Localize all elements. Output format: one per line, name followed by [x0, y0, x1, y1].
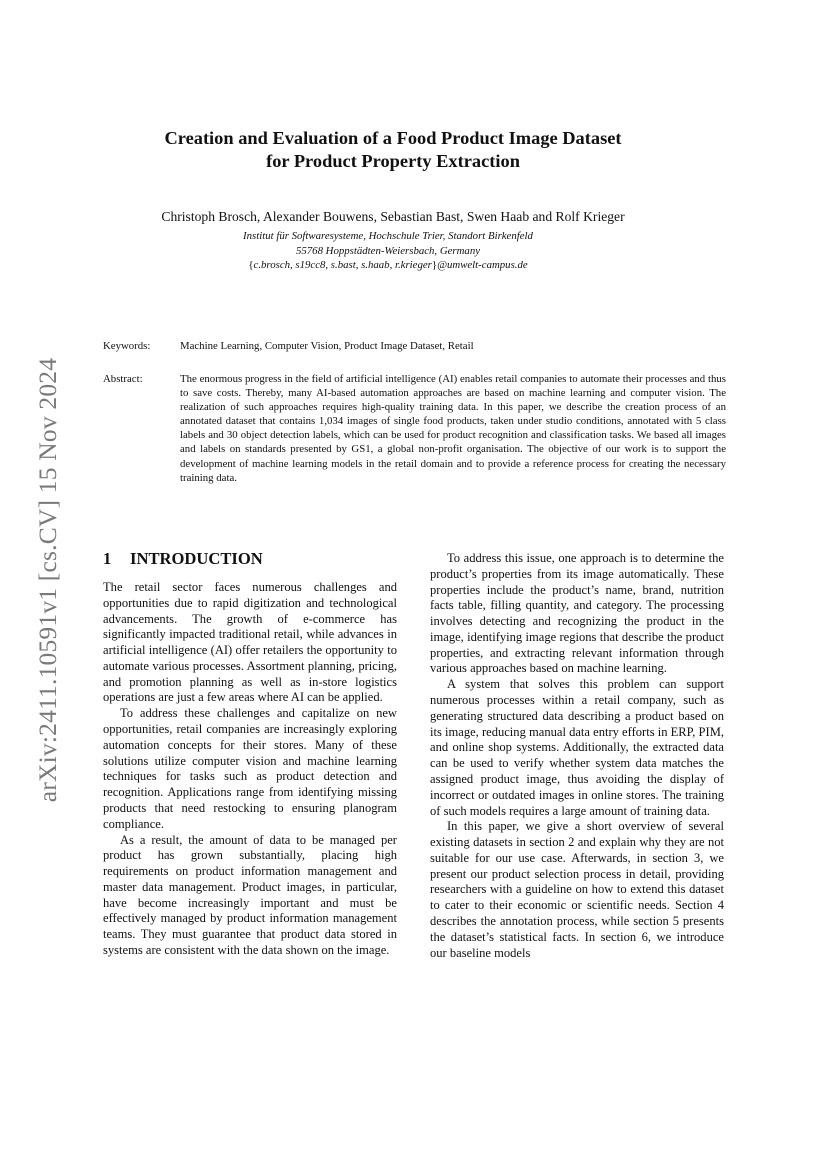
affiliation-institute: Institut für Softwaresysteme, Hochschule Trier, Standort Birkenfeld: [243, 230, 533, 242]
email-names: c.brosch, s19cc8, s.bast, s.haab, r.krieger: [253, 259, 432, 272]
keywords-text: Machine Learning, Computer Vision, Product Image Dataset, Retail: [180, 340, 474, 352]
arxiv-side-stamp: [26, 300, 70, 860]
arxiv-identifier: arXiv:2411.10591v1 [cs.CV] 15 Nov 2024: [33, 357, 62, 803]
affiliation-address: 55768 Hoppstädten-Weiersbach, Germany: [295, 244, 481, 257]
paragraph: As a result, the amount of data to be managed per product has grown substantially, placing high requirements on product information management and master data management. Product images, in particular, have become increasingly important and must be effectively managed by product information management teams. They must guarantee that product data stored in systems are consistent with the data shown on the image.: [103, 832, 397, 957]
title-line-2: for Product Property Extraction: [266, 151, 520, 171]
author-emails: [0, 258, 776, 273]
paragraph: In this paper, we give a short overview of several existing datasets in section 2 and explain why they are not suitable for our use case. Afterwards, in section 3, we present our product selection process in detail, providing researchers with a guideline on how to extend this dataset to cater to their economic or scientific needs. Section 4 describes the annotation process, while section 5 presents the dataset’s statistical facts. In section 6, we introduce our baseline models: [430, 819, 724, 960]
email-brace-open: {: [248, 259, 254, 272]
affiliation-block: [0, 229, 776, 273]
section-number: 1: [103, 549, 112, 568]
author-list: Christoph Brosch, Alexander Bouwens, Sebastian Bast, Swen Haab and Rolf Krieger: [161, 209, 625, 224]
paragraph: To address these challenges and capitalize on new opportunities, retail companies are increasingly exploring automation concepts for their stores. Many of these solutions utilize computer vision and machine learning techniques for tasks such as product detection and recognition. Applications range from identifying missing products that need restocking to ensuring planogram compliance.: [103, 706, 397, 831]
paper-title: [0, 127, 786, 173]
email-domain: @umwelt-campus.de: [437, 259, 528, 272]
left-column: [103, 548, 397, 959]
title-line-1: Creation and Evaluation of a Food Product Image Dataset: [164, 128, 622, 148]
paragraph: A system that solves this problem can support numerous processes within a retail company, such as generating structured data describing a product based on its image, reducing manual data entry efforts in ERP, PIM, and online shop systems. Additionally, the extracted data can be used to verify whether system data matches the assigned product image, thus avoiding the display of incorrect or outdated images in online stores. The training of such models requires a large amount of training data.: [430, 677, 724, 818]
right-column: [430, 551, 724, 961]
abstract-text: The enormous progress in the field of artificial intelligence (AI) enables retail companies to automate their processes and thus to save costs. Thereby, many AI-based automation approaches are based on machine learning and computer vision. The realization of such approaches requires high-quality training data. In this paper, we describe the creation process of an annotated dataset that contains 1,034 images of single food products, taken under studio conditions, annotated with 5 class labels and 30 object detection labels, which can be used for product recognition and classification tasks. We based all images and labels on standards presented by GS1, a global non-profit organisation. The objective of our work is to support the development of machine learning models in the retail domain and to provide a reference process for creating the necessary training data.: [180, 373, 726, 484]
abstract-label: Abstract:: [103, 373, 143, 385]
email-brace-close: }: [431, 259, 438, 272]
paragraph: To address this issue, one approach is to determine the product’s properties from its image automatically. These properties include the product’s name, brand, nutrition facts table, filling quantity, and category. The processing involves detecting and recognizing the product in the image, identifying image regions that describe the product properties, and extracting relevant information through various approaches based on machine learning.: [430, 551, 724, 676]
section-title: INTRODUCTION: [130, 549, 263, 568]
paragraph: The retail sector faces numerous challenges and opportunities due to rapid digitization and technological advancements. The growth of e-commerce has significantly impacted traditional retail, while advances in artificial intelligence (AI) offer retailers the opportunity to automate various processes. Assortment planning, pricing, and promotion planning as well as in-store logistics operations are just a few areas where AI can be applied.: [103, 580, 397, 705]
section-heading: [103, 548, 397, 569]
keywords-label: Keywords:: [103, 340, 151, 352]
